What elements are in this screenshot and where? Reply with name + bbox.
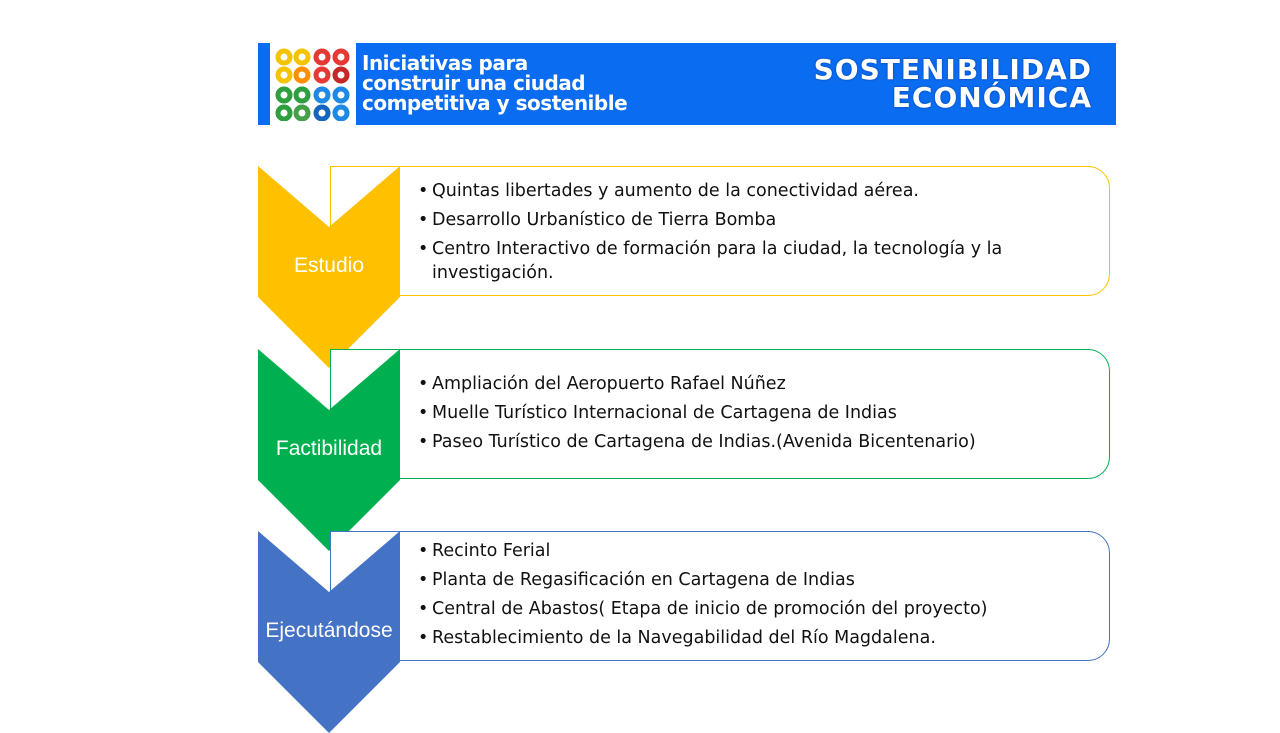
banner-title	[813, 53, 1092, 114]
stage-label-ejecutandose: Ejecutándose	[265, 619, 393, 642]
list-item: • Central de Abastos( Etapa de inicio de promoción del proyecto)	[418, 597, 1049, 621]
stage-label-factibilidad: Factibilidad	[275, 437, 383, 460]
banner-tagline	[362, 53, 682, 113]
stage-label-estudio: Estudio	[293, 254, 365, 277]
list-item: • Muelle Turístico Internacional de Cartagena de Indias	[418, 401, 1049, 425]
list-item: • Centro Interactivo de formación para la ciudad, la tecnología y la investigación.	[418, 237, 1049, 285]
title-line-1: SOSTENIBILIDAD	[813, 53, 1092, 86]
list-item: • Restablecimiento de la Navegabilidad del Río Magdalena.	[418, 626, 1049, 650]
colorful-people-grid-logo-icon	[274, 47, 352, 121]
tagline-line-1: Iniciativas para	[362, 51, 528, 75]
tagline-line-3: competitiva y sostenible	[362, 91, 628, 115]
list-item: • Planta de Regasificación en Cartagena de Indias	[418, 568, 1049, 592]
title-line-2: ECONÓMICA	[891, 81, 1092, 114]
stage-card-ejecutandose	[330, 531, 1110, 661]
list-item: • Recinto Ferial	[418, 539, 1049, 563]
list-item: • Ampliación del Aeropuerto Rafael Núñez	[418, 372, 1049, 396]
stage-items-list	[418, 539, 1049, 655]
list-item: • Desarrollo Urbanístico de Tierra Bomba	[418, 208, 1049, 232]
list-item: • Quintas libertades y aumento de la conectividad aérea.	[418, 179, 1049, 203]
stage-card-factibilidad	[330, 349, 1110, 479]
stage-items-list	[418, 179, 1049, 290]
stage-card-estudio	[330, 166, 1110, 296]
list-item: • Paseo Turístico de Cartagena de Indias.(Avenida Bicentenario)	[418, 430, 1049, 454]
tagline-line-2: construir una ciudad	[362, 71, 586, 95]
stage-items-list	[418, 372, 1049, 459]
